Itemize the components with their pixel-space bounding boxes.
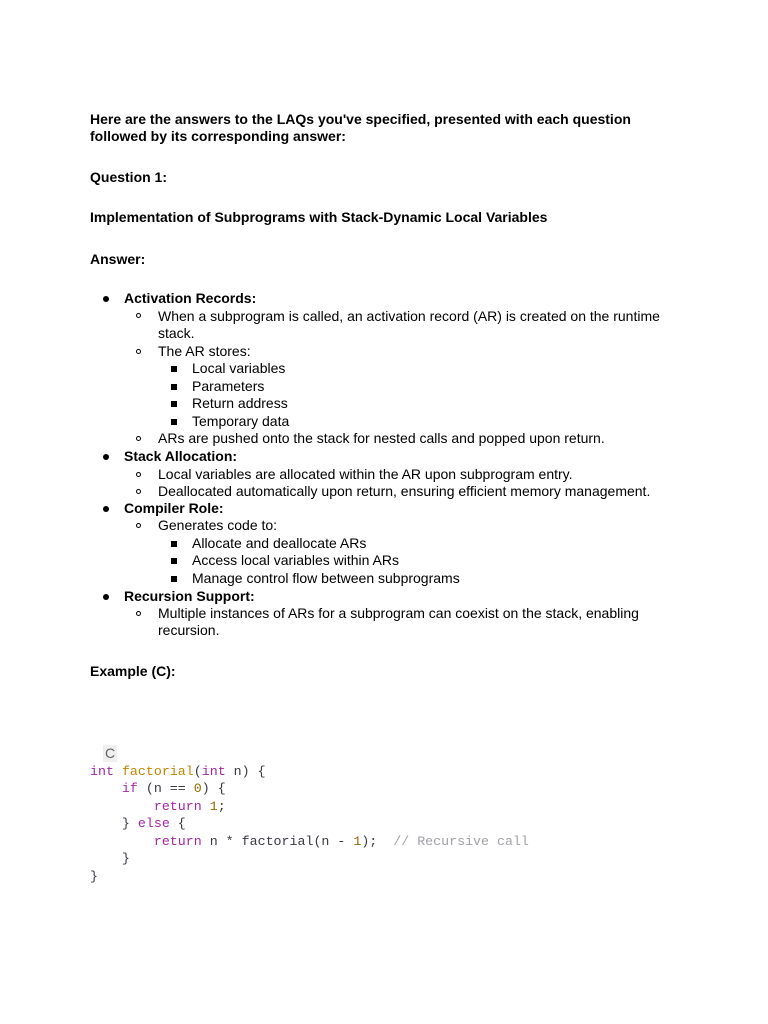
section-title: Compiler Role: <box>124 500 224 516</box>
code-token: } <box>121 816 138 831</box>
code-token: else <box>137 816 170 831</box>
code-line <box>90 833 529 851</box>
section-title: Stack Allocation: <box>124 448 238 464</box>
code-token: factorial <box>121 764 194 779</box>
list-subitem: Local variables <box>192 360 286 376</box>
code-line <box>90 763 266 781</box>
list-item: Generates code to: <box>158 517 278 533</box>
list-subitem: Parameters <box>192 378 265 394</box>
code-line <box>90 868 98 886</box>
list-subitem: Manage control flow between subprograms <box>192 570 460 586</box>
list-item: Multiple instances of ARs for a subprogram can coexist on the stack, enabling recursion. <box>158 605 639 638</box>
code-token: return <box>153 834 202 849</box>
code-token: } <box>121 851 130 866</box>
code-token: 0 <box>193 781 202 796</box>
answer-heading: Answer: <box>90 251 146 267</box>
code-token: n * factorial(n - <box>201 834 354 849</box>
list-item: Local variables are allocated within the AR upon subprogram entry. <box>158 466 573 482</box>
bullet-square-icon <box>171 558 177 564</box>
code-token: 1 <box>209 799 218 814</box>
bullet-disc-icon <box>103 594 109 600</box>
list-item: When a subprogram is called, an activation record (AR) is created on the runtime stack. <box>158 308 660 341</box>
intro-paragraph: Here are the answers to the LAQs you've specified, presented with each question followed by its corresponding answer: <box>90 111 631 144</box>
bullet-disc-icon <box>103 296 109 302</box>
bullet-square-icon <box>171 541 177 547</box>
bullet-square-icon <box>171 366 177 372</box>
bullet-circle-icon <box>136 523 141 528</box>
code-token: 1 <box>353 834 362 849</box>
code-line <box>90 815 186 833</box>
code-line <box>90 798 226 816</box>
bullet-square-icon <box>171 401 177 407</box>
question-title: Implementation of Subprograms with Stack-Dynamic Local Variables <box>90 209 548 225</box>
question-heading: Question 1: <box>90 169 168 185</box>
code-token: } <box>90 869 98 884</box>
bullet-circle-icon <box>136 349 141 354</box>
list-item: The AR stores: <box>158 343 251 359</box>
code-comment: // Recursive call <box>393 834 529 849</box>
list-subitem: Return address <box>192 395 288 411</box>
bullet-circle-icon <box>136 472 141 477</box>
list-item: ARs are pushed onto the stack for nested calls and popped upon return. <box>158 430 605 446</box>
bullet-square-icon <box>171 384 177 390</box>
bullet-square-icon <box>171 419 177 425</box>
list-subitem: Temporary data <box>192 413 290 429</box>
list-item: Deallocated automatically upon return, ensuring efficient memory management. <box>158 483 651 499</box>
code-token: int <box>201 764 226 779</box>
code-language-label: C <box>105 745 116 761</box>
bullet-circle-icon <box>136 436 141 441</box>
code-token: ) { <box>201 781 226 796</box>
bullet-circle-icon <box>136 313 141 318</box>
code-line <box>90 780 226 798</box>
code-token: int <box>90 764 114 779</box>
section-title: Recursion Support: <box>124 588 255 604</box>
code-token: ); <box>361 834 394 849</box>
code-token: (n == <box>137 781 194 796</box>
bullet-circle-icon <box>136 611 141 616</box>
code-token: ; <box>217 799 226 814</box>
section-title: Activation Records: <box>124 290 257 306</box>
bullet-disc-icon <box>103 506 109 512</box>
example-heading: Example (C): <box>90 663 176 679</box>
list-subitem: Access local variables within ARs <box>192 552 399 568</box>
bullet-circle-icon <box>136 489 141 494</box>
bullet-square-icon <box>171 576 177 582</box>
code-token: n) { <box>225 764 266 779</box>
code-token: if <box>121 781 138 796</box>
code-token: ( <box>193 764 202 779</box>
code-line <box>90 850 130 868</box>
code-token: { <box>169 816 186 831</box>
bullet-disc-icon <box>103 454 109 460</box>
list-subitem: Allocate and deallocate ARs <box>192 535 367 551</box>
code-token: return <box>153 799 202 814</box>
